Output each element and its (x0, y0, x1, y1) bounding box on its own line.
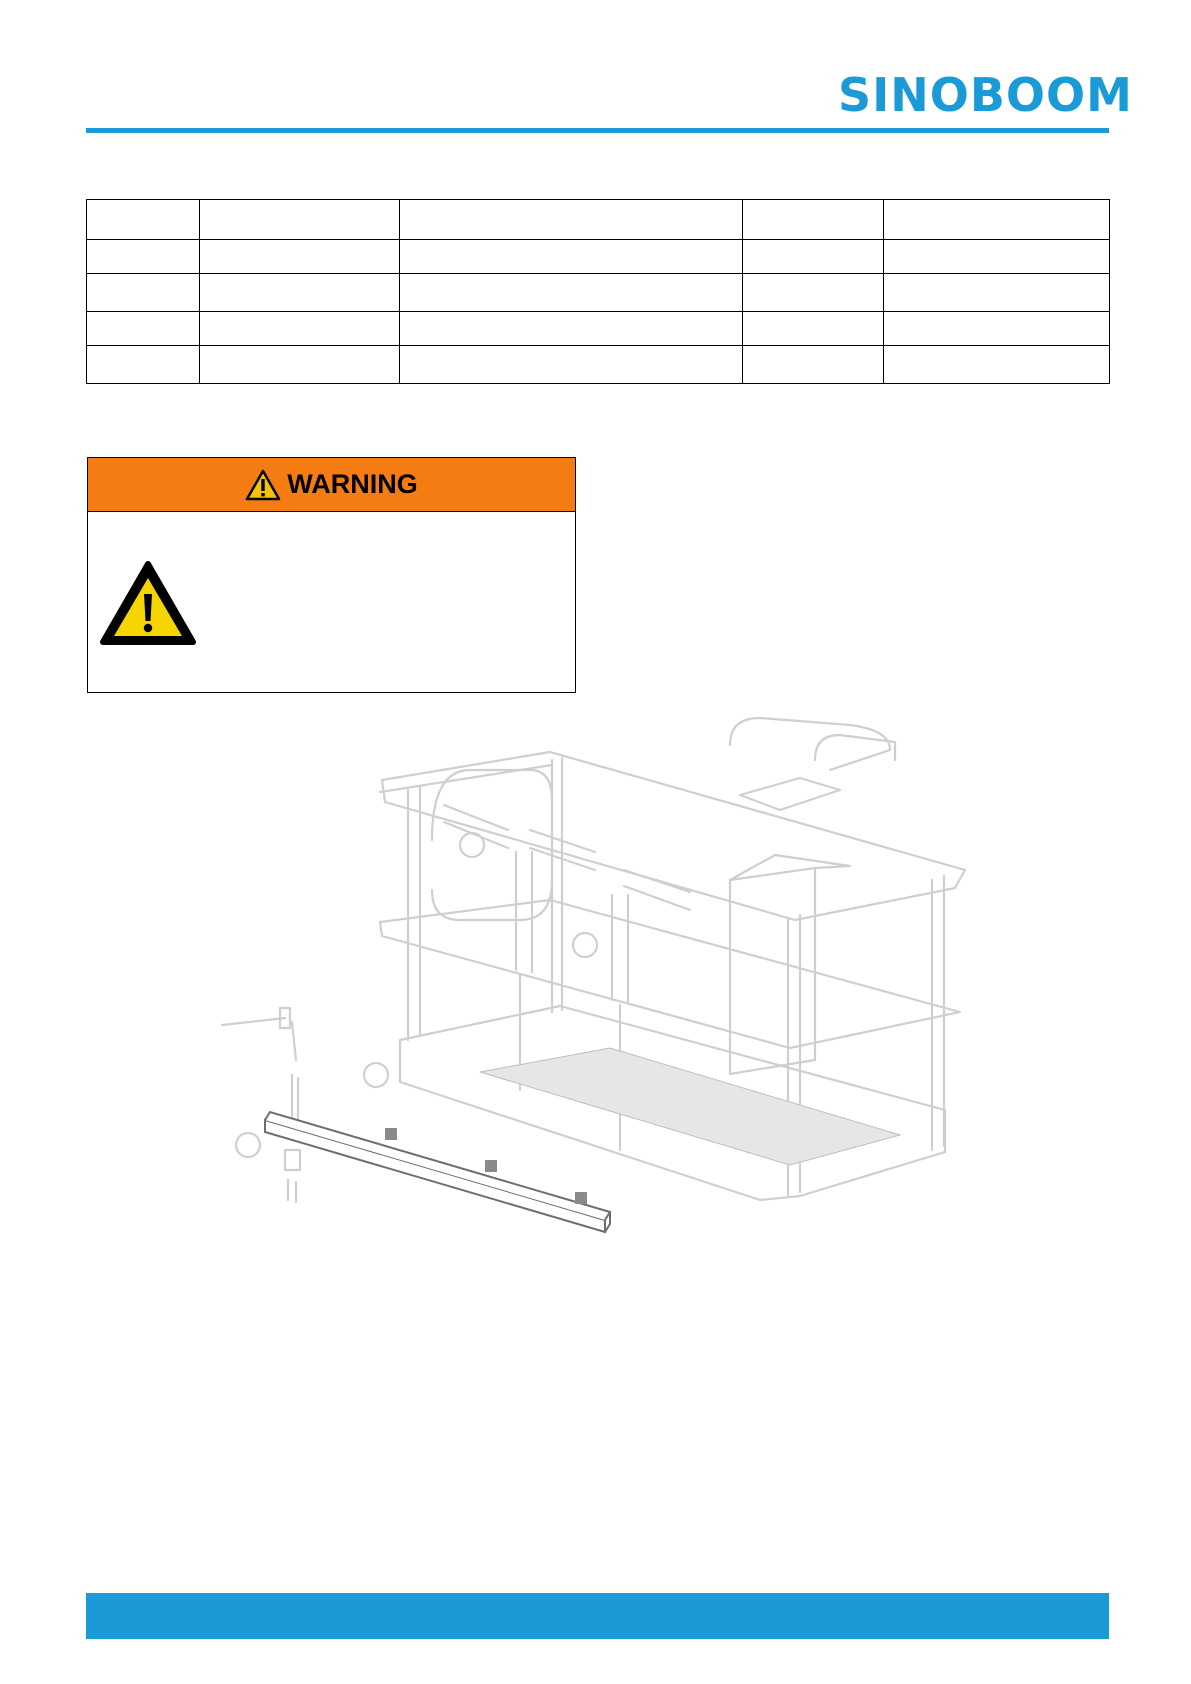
sinoboom-logo: SINOBOOM (838, 68, 1133, 122)
footer-bar (86, 1593, 1109, 1639)
warning-title: WARNING (287, 469, 418, 499)
